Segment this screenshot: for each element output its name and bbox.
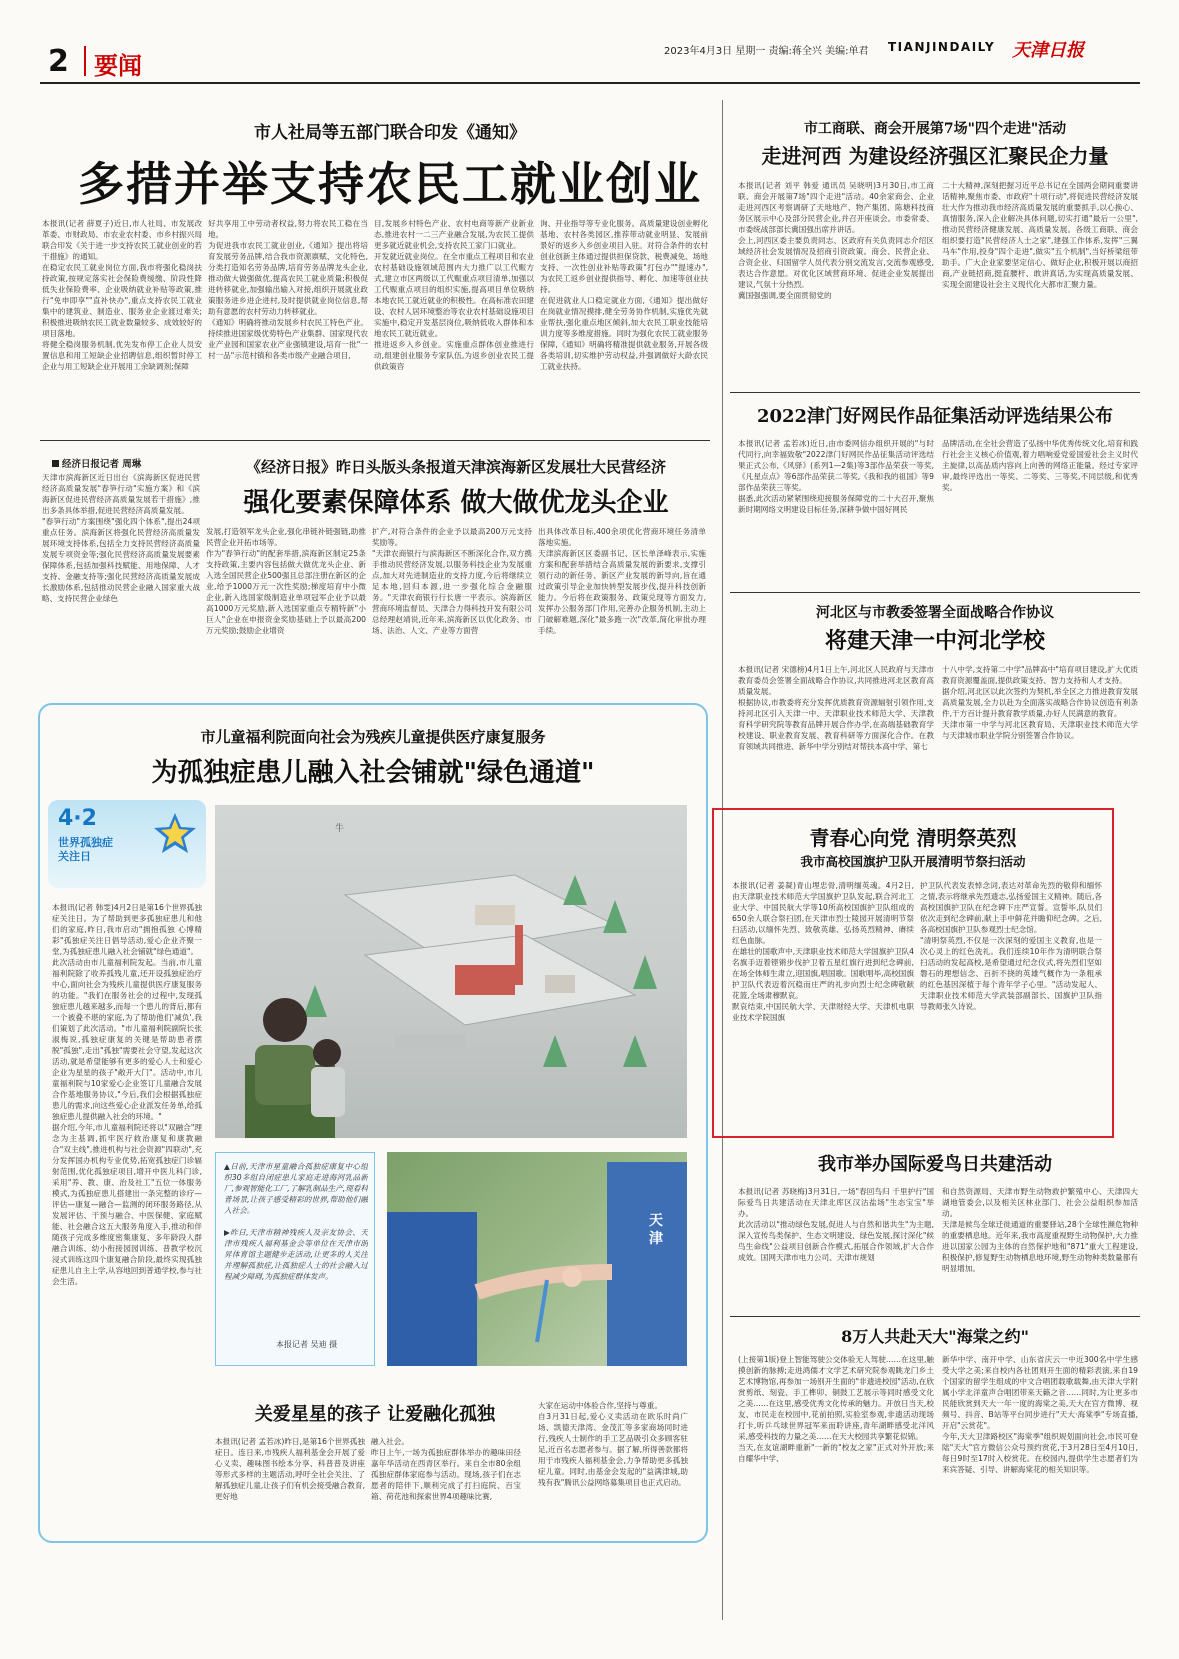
article1-col4: 询、开业指导等专业化服务。高质量建设创业孵化基地、农村各类园区,推荐带动就业明显、发展前景好的返乡入乡创业项目入驻。对符合条件的农村创业创新主体通过提供担保贷款、税费减免、场地支持、一次性创业补贴等政策"打包办""提速办",为农民工返乡创业提供指导、孵化、加速等创业扶持。 在促进就业人口稳定就业方面,《通知》提出做好在岗就业情况摸排,健全劳务协作机制,实施优先就业帮扶,强化重点地区倾斜,加大农民工职业技能培训力度等多维度措施。同时为强化农民工就业服务保障,《通知》明确将精准提供就业服务,开展各级各类培训,切实维护劳动权益,并强调做好大龄农民工就业扶持。 xyxy=(540,219,708,371)
main-photo xyxy=(215,805,687,1138)
box-sub-title: 关爱星星的孩子 让爱融化孤独 xyxy=(254,1404,496,1425)
article1-rule xyxy=(40,440,710,441)
page-number: 2 xyxy=(48,44,69,79)
right3-title: 将建天津一中河北学校 xyxy=(824,628,1045,654)
article2-col4: 出具体改革目标,400余项优化营商环境任务清单落地实施。 天津滨海新区区委副书记、区长单泽峰表示,实施方案和配套举措结合高质量发展的新要求,支撑引领行动的新任务、新区产业发展的新导向,旨在通过政策引导企业加快转型发展步伐,提升科技创新能力。今后将在政策服务、政策兑现等方面发力,发挥办公服务部门作用,完善办企服务机制,主动上门破解难题,深化"最多跑一次"改革,简化审批办理手续。 xyxy=(538,527,706,635)
article1-col3: 目,发展乡村特色产业、农村电商等新产业新业态,推进农村一二三产业融合发展,为农民工提供更多就近就业机会,支持农民工家门口就业。 开发就近就业岗位。在全市重点工程项目和农业农村基础设施领域范围内大力推广以工代赈方式,建立市区两级以工代赈重点项目清单,加强以工代赈重点项目的组织实施,提高项目单位吸纳本地农民工就近就业的积极性。在高标准农田建设、农村人居环境整治等农业农村基础设施项目实施中,稳定开发基层岗位,吸纳低收入群体和本地农民工就近就业。 推进返乡入乡创业。实施重点群体创业推进行动,组建创业服务专家队伍,为返乡创业农民工提供政策咨 xyxy=(374,219,534,371)
photo-caption-box xyxy=(215,1152,375,1366)
right1-kicker: 市工商联、商会开展第7场"四个走进"活动 xyxy=(803,121,1067,137)
right3-col1: 本报讯(记者 宋德榜)4月1日上午,河北区人民政府与天津市教育委员会签署全面战略合作协议,共同推进河北区教育高质量发展。 根据协议,市教委将充分发挥优质教育资源辐射引领作用,支持河北区引入天津一中、天津职业技术师范大学、天津教育科学研究院等教育品牌开展合作办学,在高端基础教育学校建设、职业教育发展、教育科研等方面深化合作。在教育领域共同推进、新华中学分别结对帮扶本高中学、第七 xyxy=(738,665,934,751)
right4-col1: 本报讯(记者 苏晓梅)3月31日,一场"春回鸟归 千里护行"国际爱鸟日共建活动在天津北库区汉沽盐场"生态宝宝"举办。 此次活动以"推动绿色发展,促进人与自然和谐共生"为主题,深入宣传鸟类保护、生态文明建设、绿色发展,探讨深化"候鸟生命线"公益项目创新合作模式,拓展合作领域,扩大合作成效。国网天津市电力公司、天津市规划 xyxy=(738,1187,934,1262)
autism-day-badge xyxy=(48,800,206,888)
box-sub-col1: 本报讯(记者 孟若冰)昨日,是第16个世界孤独症日。连日来,市残疾人福利基金会开展了爱心义卖、趣味图书绘本分享、科普普及讲座等形式多样的主题活动,呼吁全社会关注、了解孤独症儿童,让孩子们有机会接受融合教育,更好地 xyxy=(215,1437,365,1501)
photo-credit: 本报记者 吴迪 摄 xyxy=(276,1340,338,1349)
right5-col1: (上接第1版)登上智能驾驶公交体验无人驾驶……在这里,触摸创新的脉搏;走进鸿儒才文学艺术研究院参观眺龙门乡土艺术博物馆,再参加一场别开生面的"非遗进校园"活动,在欣赏剪纸、刻瓷、手工榫卯、铜鼓工艺展示等同时感受文化之美……在这里,感受优秀文化传承的魅力。开放日当天,校友、市民走在校园中,花前拍照,实验室参观,非遗活动现场打卡,听乒乓球世界冠军来而聆讲座,青年湖畔感受北洋风采,感受科技的力量之美……在天大校园共享繁花似锦。 当天,在友谊湖畔重新"一新的"校友之家"正式对外开放;来自耀华中学、 xyxy=(738,1355,934,1463)
article2-kicker: 《经济日报》昨日头版头条报道天津滨海新区发展壮大民营经济 xyxy=(245,458,666,476)
right2-col2: 品牌活动,在全社会营造了弘扬中华优秀传统文化,培育和践行社会主义核心价值观,着力唱响爱党爱国爱社会主义时代主旋律,以高品质内容向上向善的网络正能量。经过专家评审,最终评选出一等奖、二等奖、三等奖,不同层级,和优秀奖。 xyxy=(942,439,1138,492)
badge-date: 4·2 xyxy=(58,806,97,831)
right2-col1: 本报讯(记者 孟若冰)近日,由市委网信办组织开展的"与时代同行,向幸福致敬"2022津门好网民作品征集活动评选结果正式公布,《风驿》(系列1—2集)等3部作品荣获一等奖,《凡星点点》等6部作品荣获二等奖,《我和我的祖国》等9部作品荣获三等奖。 据悉,此次活动紧紧围绕迎接服务保障党的二十大召开,聚焦新时期网络文明建设目标任务,深耕争做中国好网民 xyxy=(738,439,934,514)
box-sub-col3: 大家在运动中体验合作,坚持与尊重。 自3月31日起,爱心义卖活动在欧乐时尚广场、凯德天津湾、金茂汇等多家商场同时进行,残疾人士制作的手工艺品吸引众多顾客驻足,近百名志愿者参与。据了解,所得善款都将用于市残疾人福利基金会,力争帮助更多孤独症儿童。同时,由基金会发起的"益满津城,助残有我"腾讯公益网络募集项目也正式启动。 xyxy=(538,1401,688,1487)
brand-latin: TIANJINDAILY xyxy=(888,40,996,54)
byline-text: 经济日报记者 周琳 xyxy=(62,459,142,470)
second-photo xyxy=(387,1152,687,1366)
brand-logo: 天津日报 xyxy=(1012,40,1084,61)
right1-col1: 本报讯(记者 刘平 韩爱 通讯员 吴晓明)3月30日,市工商联、商会开展第7场"四个走进"活动。40余家商会、企业走进河西区考察调研了天地地产、物产集团、陈塘科技商务区展示中心及部分民营企业,并召开座谈会。市委常委、市委统战部部长冀国强出席并讲话。 会上,河西区委主要负责同志、区政府有关负责同志介绍区域经济社会发展情况及招商引资政策。商会、民营企业、合资企业、归国留学人员代表分别交流发言,交流参观感受,表达合作意愿。对优化区域营商环境、促进企业发展提出建议,气氛十分热烈。 冀国强强调,要全面贯彻党的 xyxy=(738,181,934,300)
right3-kicker: 河北区与市教委签署全面战略合作协议 xyxy=(816,605,1054,621)
photo-caption: ▲日前,天津市星童融合孤独症康复中心组织30多组自闭症患儿家庭走进海河乳品新厂,参观智能化工厂,了解乳制品生产,现看科普场景,让孩子感受精彩的世界,帮助他们融入社会。 ▶昨日,天津市精神残疾人及亲友协会、天津市残疾人福利基金会等单位在天津市朗昇体育馆主题健步走活动,让更多的人关注并理解孤独症,让孤独症人士的社会融入过程减少障碍,为孤独症群体发声。 xyxy=(224,1162,368,1281)
box-title: 为孤独症患儿融入社会铺就"绿色通道" xyxy=(151,758,595,788)
article2-title: 强化要素保障体系 做大做优龙头企业 xyxy=(243,488,669,518)
article1-col1: 本报讯(记者 薛夏子)近日,市人社局、市发展改革委、市财政局、市农业农村委、市乡村振兴局联合印发《关于进一步支持农民工就业创业的若干措施》的通知。 在稳定农民工就业岗位方面,我市将强化稳岗扶持政策,按规定落实社会保险费缓缴、阶段性降低失业保险费率、企业吸纳就业补贴等政策,推行"免申即享""直补快办",重点支持农民工就业集中的建筑业、制造业、服务业企业渡过难关;积极推进吸纳农民工就业数量较多、成效较好的项目落地。 将健全稳岗服务机制,优先发布停工企业人员安置信息和用工短缺企业招聘信息,组织暂时停工企业与用工短缺企业开展用工余缺调剂;保障 xyxy=(42,219,202,371)
box-body: 本报讯(记者 韩雯)4月2日是第16个世界孤独症关注日。为了帮助到更多孤独症患儿和他们的家庭,昨日,我市启动"拥抱孤独 心博精彩"孤独症关注日倡导活动,爱心企业齐聚一堂,为孤独症患儿融入社会铺就"绿色通道"。 此次活动由市儿童福利院发起。当前,市儿童福利院除了收养孤残儿童,还开设孤独症治疗中心,面向社会为残疾儿童提供医疗康复服务的功能。"我们在服务社会的过程中,发现孤独症患儿越来越多,而每一个患儿的背后,都有一个被叠不堪的家庭,为了帮助他们'减负',我们策划了此次活动。"市儿童福利院副院长张淑梅说,孤独症康复的关键是帮助患者摆脱"孤独",走出"孤独"需要社会守望,发起这次活动,就是希望能够有更多的爱心人士和爱心企业为星星的孩子"敞开大门"。活动中,市儿童福利院与10家爱心企业签订儿童融合发展合作基地服务协议,"今后,我们会根据孤独症患儿的需求,向这些爱心企业派发任务单,给孤独症患儿提供融入社会的环境。" 据介绍,今年,市儿童福利院还将以"双融合"理念为主基调,抓牢医疗救治康复和康教融合"双主线",推进机构与社会资源"四联动",充分发挥国办机构专业优势,拓宽孤独症门诊辐射范围,优化孤独症项目,增开中医儿科门诊,采用"养、教、康、治及社工"五位一体服务模式,为孤独症患儿搭建出一条完整的诊疗—评估—康复—融合—监测的闭环服务路径,从发展评估、干预与融合、中医保健、家庭赋能、社会融合这五大服务角度入手,推动和伴随孩子完成多维度密集康复、多年龄段人群融合训练、幼小衔接园园训练、普教学校沉浸式训练这四个康复融合阶段,最终实现孤独症患儿自主上学,从容地回到普通学校,参与社会生活。 xyxy=(52,903,202,1286)
article2-col1: 天津市滨海新区近日出台《滨海新区促进民营经济高质量发展"春笋行动"实施方案》和《滨海新区促进民营经济高质量发展若干措施》,推出多条具体举措,促进民营经济高质量发展。 "春笋行动"方案围绕"强化四个体系",提出24项重点任务。滨海新区将强化民营经济高质量发展环境支持体系,包括全力支持民营经济高质量发展专项资金等;强化民营经济高质量发展要素保障体系,包括加强科技赋能、用地保障、人才支持、金融支持等;强化民营经济高质量发展成长激励体系,包括推动民营企业融入国家重大战略、支持民营企业绿色 xyxy=(42,473,200,603)
second-photo-illustration xyxy=(387,1152,687,1366)
highlight-title: 青春心向党 清明祭英烈 xyxy=(809,826,1017,850)
right4-col2: 和自然资源局、天津市野生动物救护繁殖中心、天津四大湖地管委会,以及相关区林业部门、社会公益组织参加活动。 天津是候鸟全球迁徙通道的重要驿站,28个全球性濒危物种的重要栖息地。近年来,我市高度重视野生动物保护,大力推进以国家公园为主体的自然保护地和"871"重大工程建设,积极保护,修复野生动物栖息地环境,野生动物种类数量都有明显增加。 xyxy=(942,1187,1138,1273)
article1-kicker: 市人社局等五部门联合印发《通知》 xyxy=(254,123,526,143)
vest-text: 天津 xyxy=(649,1213,663,1247)
article1-col2: 好共享用工中劳动者权益,努力将农民工稳在当地。 为促进我市农民工就业创业,《通知》提出将培育发展劳务品牌,结合我市资源禀赋、文化特色,分类打造知名劳务品牌,培育劳务品牌龙头企业,推动做大做强做优,提高农民工就业质量;积极促进转移就业,加强输出输入对接,组织开展就业政策服务进乡进企进村,及时提供就业岗位信息,帮助有意愿的农村劳动力转移就业。 《通知》明确将推动发展乡村农民工特色产业。持续推进国家级优势特色产业集群、国家现代农业产业园和国家农业产业强镇建设,培育一批"一村一品"示范村镇和各类市级产业融合项目, xyxy=(208,219,368,360)
right1-rule xyxy=(730,392,1140,393)
article2-byline xyxy=(52,456,141,470)
highlight-subtitle: 我市高校国旗护卫队开展清明节祭扫活动 xyxy=(800,854,1026,869)
right1-col2: 二十大精神,深刻把握习近平总书记在全国两会期间重要讲话精神,聚焦市委、市政府"十项行动",将促进民营经济发展壮大作为推动我市经济高质量发展的重要抓手,以心换心、真情服务,深入企业解决具体问题,切实打通"最后一公里",推动民营经济健康发展、高质量发展。各级工商联、商会组织要打造"民营经济人士之家",建强工作体系,发挥"三翼马车"作用,投身"四个走进",做实"五个机制",当好桥梁纽带助手。广大企业家要坚定信心、做好企业,积极开展以商招商,产业链招商,挺直腰杆、敢讲真话,为实现高质量发展、实现全面建设社会主义现代化大都市汇聚力量。 xyxy=(942,181,1138,289)
article2-col3: 扩产,对符合条件的企业予以最高200万元支持奖励等。 "天津农商银行与滨海新区不断深化合作,双方携手推动民营经济发展,以服务科技企业为发展重点,加大对先进制造业的支持力度,今后将继续立足本地,回归本源,进一步强化综合金融服务。"天津农商银行行长唐一平表示。滨海新区营商环境监督员、天津合力得科技开发有限公司总经理赵靖说,近年来,滨海新区以优化政务、市场、法治、人文、产业等方面营 xyxy=(372,527,532,635)
right4-title: 我市举办国际爱鸟日共建活动 xyxy=(818,1154,1052,1175)
right4-rule xyxy=(730,1316,1140,1317)
article2-col2: 发展,打造领军龙头企业,强化串链补链强链,助推民营企业开拓市场等。 作为"春笋行动"的配套举措,滨海新区制定25条支持政策,主要内容包括做大做优龙头企业、新入选全国民营企业500强且总部注册在新区的企业,给予1000万元一次性奖励;梯度培育中小微企业,新入选国家级制造业单项冠军企业予以最高1000万元奖励,新入选国家重点专精特新"小巨人"企业在申报资金奖励基础上予以最高200万元奖励;鼓励企业增资 xyxy=(206,527,366,635)
masthead-meta: 2023年4月3日 星期一 责编:蒋全兴 美编:单君 xyxy=(664,46,869,57)
highlight-col1: 本报讯(记者 姜凝)青山埋忠骨,清明缅英魂。4月2日,由天津职业技术师范大学国旗护卫队发起,联合河北工业大学、中国民航大学等10所高校国旗护卫队组成的650余人联合祭扫团,在天津市烈士陵园开展清明节祭扫活动,以缅怀先烈、致敬英雄、弘扬英烈精神、赓续红色血脉。 在雄壮的国歌声中,天津职业技术师范大学国旗护卫队4名旗手迈着铿锵步伐护卫着五星红旗行进到纪念碑前,在场全体师生肃立,迎国旗,唱国歌。国歌唱毕,高校国旗护卫队代表迈着沉稳而庄严的礼步向烈士纪念碑敬献花篮,全场肃穆默哀。 默哀结束,中国民航大学、天津财经大学、天津机电职业技术学院国旗 xyxy=(732,881,914,1022)
right2-rule xyxy=(730,592,1140,593)
badge-label: 世界孤独症 关注日 xyxy=(58,836,113,863)
masthead-rule xyxy=(40,82,1140,84)
byline-square-icon xyxy=(52,460,59,467)
article1-title: 多措并举支持农民工就业创业 xyxy=(78,157,702,211)
right1-title: 走进河西 为建设经济强区汇聚民企力量 xyxy=(761,144,1109,168)
masthead-divider xyxy=(84,46,86,76)
highlight-col2: 护卫队代表发表悼念词,表达对革命先烈的敬仰和缅怀之情,表示将继承先烈遗志,弘扬爱国主义精神。随后,各高校国旗护卫队在纪念碑下庄严宣誓。宣誓毕,队员们依次走到纪念碑前,献上手中鲜花并瞻仰纪念碑。之后,各高校国旗护卫队参观烈士纪念馆。 "清明祭英烈,不仅是一次深刻的爱国主义教育,也是一次心灵上的红色洗礼。我们连续10年作为清明联合祭扫活动的发起高校,是希望通过纪念仪式,将先烈们坚如磐石的理想信念、百折不挠的英雄气概作为一条粗承的红色基因深植于每个青年学子心里。"活动发起人、天津职业技术师范大学武装部副部长、国旗护卫队指导教师张久诗说。 xyxy=(920,881,1102,1011)
box-sub-col2: 融入社会。 昨日上午,一场为孤独症群体举办的趣味田径嘉年华活动在西青区举行。来自全市80余组孤独症群体家庭参与活动。现场,孩子们在志愿者的陪伴下,顺利完成了打扫庭院、百宝箱、荷花池和探索世界4项趣味比赛, xyxy=(371,1437,521,1501)
photo-sign: 牛 xyxy=(335,824,345,834)
right5-col2: 新华中学、南开中学、山东省庆云一中近300名中学生感受大学之美;来自校内各社团则开生面的精彩表演,来自19个国家的留学生组成的中文合唱团载歌载舞,由天津大学附属小学北洋童声合唱团带来天籁之音……同时,为让更多市民能欣赏到天大一年一度的海棠之美,天大在官方微博、视频号、抖音、B站等平台同步进行"天大·海棠季"专场直播,开启"云赏花"。 今年,天大卫津路校区"海棠季"组织规划面向社会,市民可登陆"天大"官方微信公众号预约赏花,于3月28日至4月10日,每日9时至17时入校赏花。在校园内,提供学生志愿者们为来宾答疑、引导、讲解海棠花的相关知识等。 xyxy=(942,1355,1138,1474)
right3-col2: 十八中学,支持第二中学"品牌高中"培育项目建设,扩大优质教育资源覆盖面,提供政策支持、智力支持和人才支持。 据介绍,河北区以此次签约为契机,举全区之力推进教育发展高质量发展,全力以赴为全面落实战略合作协议创造有利条件,干方百计提升教育教学质量,办好人民满意的教育。 天津市第一中学与河北区教育局、天津职业技术师范大学与天津城市职业学院分别签署合作协议。 xyxy=(942,665,1138,740)
section-title: 要闻 xyxy=(94,52,142,80)
right5-title: 8万人共赴天大"海棠之约" xyxy=(841,1327,1029,1346)
star-icon xyxy=(152,810,198,856)
masthead xyxy=(40,34,1140,82)
photo-illustration xyxy=(215,805,687,1138)
box-kicker: 市儿童福利院面向社会为残疾儿童提供医疗康复服务 xyxy=(200,728,546,746)
right2-title: 2022津门好网民作品征集活动评选结果公布 xyxy=(756,406,1114,427)
